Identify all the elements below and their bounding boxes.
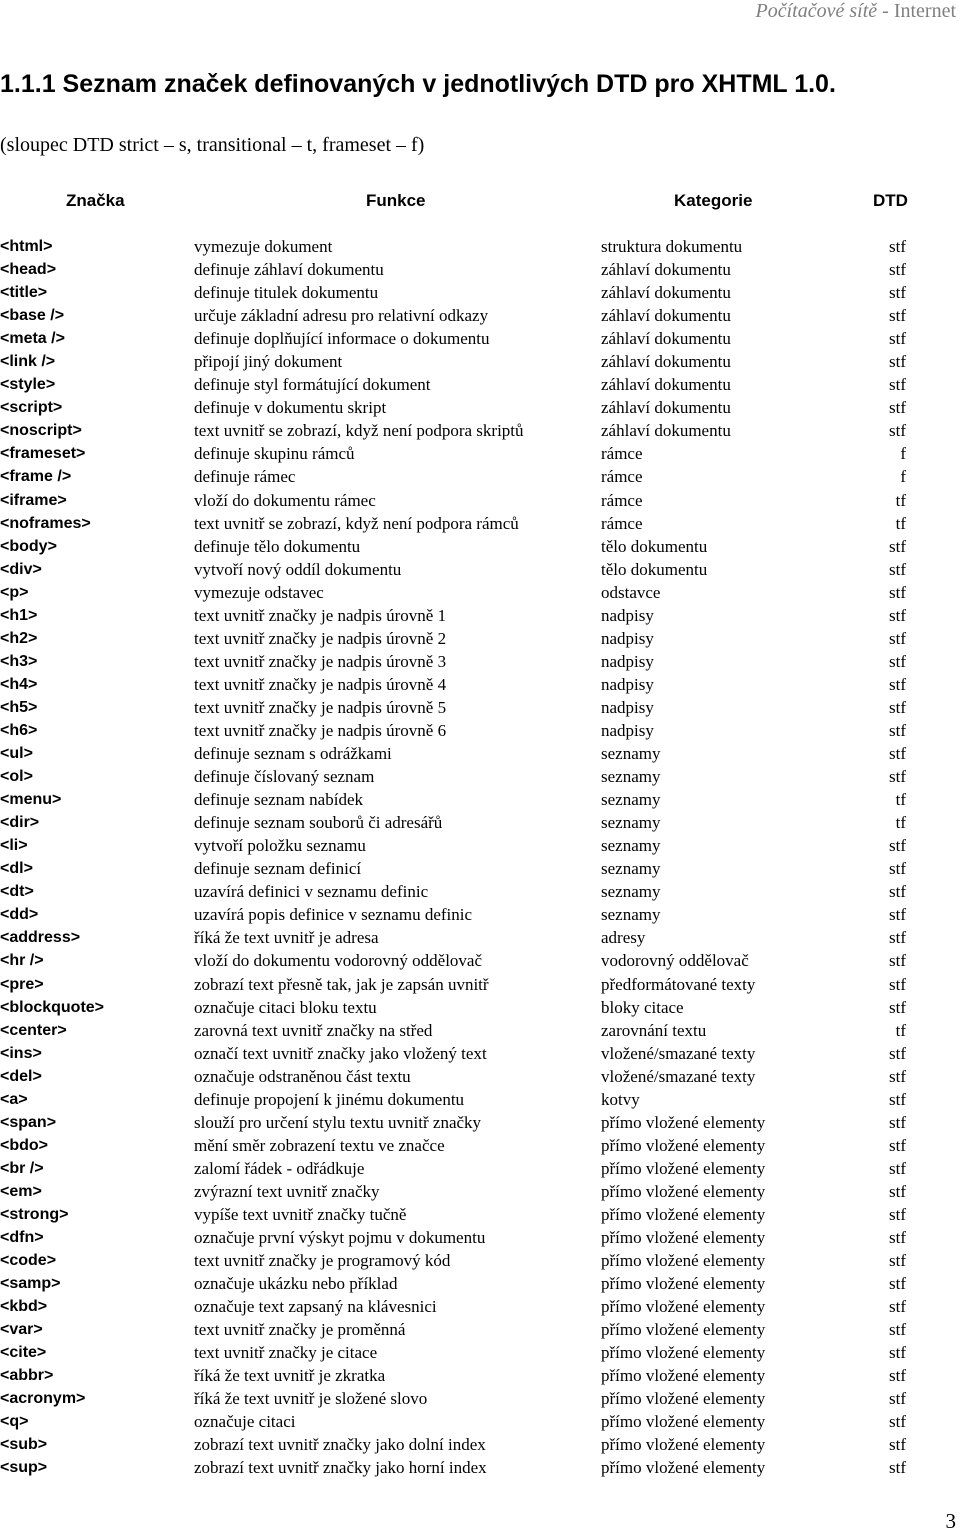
cell-tag: <head>	[0, 261, 57, 279]
cell-category: záhlaví dokumentu	[601, 421, 731, 441]
cell-category: tělo dokumentu	[601, 559, 708, 579]
cell-dtd: tf	[895, 490, 906, 510]
cell-tag: <dfn>	[0, 1229, 44, 1247]
cell-dtd: tf	[895, 790, 906, 810]
cell-dtd: stf	[889, 375, 906, 395]
cell-tag: <pre>	[0, 975, 44, 993]
cell-dtd: stf	[889, 1389, 906, 1409]
cell-dtd: stf	[889, 1435, 906, 1455]
cell-function: zobrazí text přesně tak, jak je zapsán uvnitř	[194, 974, 489, 994]
cell-function: text uvnitř značky je citace	[194, 1343, 378, 1363]
cell-category: bloky citace	[601, 997, 684, 1017]
cell-function: definuje seznam nabídek	[194, 790, 363, 810]
cell-dtd: stf	[889, 582, 906, 602]
cell-function: zalomí řádek - odřádkuje	[194, 1158, 365, 1178]
cell-function: říká že text uvnitř je složené slovo	[194, 1389, 428, 1409]
cell-category: seznamy	[601, 813, 661, 833]
table-row	[0, 558, 960, 581]
header-section: Internet	[893, 0, 956, 22]
cell-function: zobrazí text uvnitř značky jako dolní index	[194, 1435, 486, 1455]
table-row	[0, 949, 960, 972]
table-row	[0, 512, 960, 535]
cell-tag: <q>	[0, 1413, 29, 1431]
cell-tag: <h5>	[0, 698, 38, 716]
cell-function: říká že text uvnitř je adresa	[194, 928, 379, 948]
table-row	[0, 857, 960, 880]
cell-function: vymezuje odstavec	[194, 582, 324, 602]
cell-category: přímo vložené elementy	[601, 1112, 766, 1132]
cell-tag: <base />	[0, 307, 65, 325]
cell-function: definuje titulek dokumentu	[194, 283, 379, 303]
cell-tag: <h1>	[0, 606, 38, 624]
cell-category: přímo vložené elementy	[601, 1228, 766, 1248]
cell-tag: <sub>	[0, 1436, 48, 1454]
cell-tag: <a>	[0, 1090, 28, 1108]
cell-function: text uvnitř značky je proměnná	[194, 1320, 406, 1340]
table-row	[0, 1203, 960, 1226]
cell-function: definuje styl formátující dokument	[194, 375, 431, 395]
cell-dtd: stf	[889, 1158, 906, 1178]
cell-dtd: f	[900, 444, 906, 464]
cell-function: definuje seznam s odrážkami	[194, 744, 392, 764]
cell-tag: <blockquote>	[0, 998, 105, 1016]
cell-dtd: stf	[889, 536, 906, 556]
table-row	[0, 1387, 960, 1410]
cell-dtd: stf	[889, 1320, 906, 1340]
cell-category: přímo vložené elementy	[601, 1366, 766, 1386]
cell-category: přímo vložené elementy	[601, 1435, 766, 1455]
table-row	[0, 1157, 960, 1180]
cell-category: záhlaví dokumentu	[601, 283, 731, 303]
cell-dtd: stf	[889, 1181, 906, 1201]
cell-dtd: stf	[889, 605, 906, 625]
cell-category: záhlaví dokumentu	[601, 329, 731, 349]
cell-tag: <samp>	[0, 1275, 61, 1293]
cell-dtd: stf	[889, 951, 906, 971]
cell-tag: <body>	[0, 537, 57, 555]
cell-tag: <kbd>	[0, 1298, 48, 1316]
cell-tag: <style>	[0, 376, 56, 394]
cell-category: vodorovný oddělovač	[601, 951, 749, 971]
cell-category: záhlaví dokumentu	[601, 260, 731, 280]
cell-function: uzavírá popis definice v seznamu definic	[194, 905, 473, 925]
table-row	[0, 627, 960, 650]
cell-function: definuje seznam definicí	[194, 859, 362, 879]
cell-function: zobrazí text uvnitř značky jako horní index	[194, 1458, 487, 1478]
table-row	[0, 281, 960, 304]
cell-tag: <h3>	[0, 652, 38, 670]
cell-category: tělo dokumentu	[601, 536, 708, 556]
cell-tag: <dd>	[0, 906, 39, 924]
cell-tag: <title>	[0, 284, 48, 302]
cell-function: text uvnitř značky je nadpis úrovně 3	[194, 651, 447, 671]
cell-category: seznamy	[601, 744, 661, 764]
cell-category: záhlaví dokumentu	[601, 375, 731, 395]
cell-tag: <bdo>	[0, 1136, 49, 1154]
cell-dtd: stf	[889, 283, 906, 303]
cell-dtd: stf	[889, 1458, 906, 1478]
cell-tag: <sup>	[0, 1459, 48, 1477]
cell-tag: <ul>	[0, 745, 33, 763]
cell-dtd: tf	[895, 813, 906, 833]
cell-function: vloží do dokumentu rámec	[194, 490, 376, 510]
table-row	[0, 350, 960, 373]
cell-function: zarovná text uvnitř značky na střed	[194, 1020, 433, 1040]
table-row	[0, 903, 960, 926]
cell-dtd: stf	[889, 260, 906, 280]
cell-function: text uvnitř značky je nadpis úrovně 2	[194, 628, 447, 648]
cell-function: vymezuje dokument	[194, 237, 333, 256]
cell-dtd: stf	[889, 559, 906, 579]
table-row	[0, 1364, 960, 1387]
table-row	[0, 696, 960, 719]
cell-category: seznamy	[601, 905, 661, 925]
cell-dtd: tf	[895, 513, 906, 533]
cell-category: nadpisy	[601, 674, 654, 694]
table-row	[0, 1019, 960, 1042]
column-header-tag: Značka	[66, 191, 125, 210]
cell-category: struktura dokumentu	[601, 237, 743, 256]
cell-tag: <script>	[0, 399, 63, 417]
cell-function: definuje doplňující informace o dokumentu	[194, 329, 490, 349]
table-row	[0, 396, 960, 419]
cell-category: nadpisy	[601, 720, 654, 740]
cell-tag: <dir>	[0, 814, 40, 832]
cell-tag: <div>	[0, 560, 42, 578]
table-row	[0, 327, 960, 350]
cell-dtd: stf	[889, 882, 906, 902]
cell-category: přímo vložené elementy	[601, 1320, 766, 1340]
cell-function: definuje v dokumentu skript	[194, 398, 387, 418]
cell-category: přímo vložené elementy	[601, 1458, 766, 1478]
cell-function: určuje základní adresu pro relativní odkazy	[194, 306, 489, 326]
cell-tag: <br />	[0, 1159, 44, 1177]
column-header-function: Funkce	[366, 191, 426, 210]
cell-dtd: stf	[889, 836, 906, 856]
cell-dtd: stf	[889, 398, 906, 418]
cell-function: označuje ukázku nebo příklad	[194, 1274, 398, 1294]
cell-dtd: stf	[889, 1343, 906, 1363]
cell-function: zvýrazní text uvnitř značky	[194, 1181, 380, 1201]
table-row	[0, 742, 960, 765]
cell-category: přímo vložené elementy	[601, 1135, 766, 1155]
cell-dtd: stf	[889, 628, 906, 648]
cell-function: vloží do dokumentu vodorovný oddělovač	[194, 951, 483, 971]
header-topic: Počítačové sítě	[755, 0, 878, 22]
cell-tag: <center>	[0, 1021, 67, 1039]
cell-category: odstavce	[601, 582, 661, 602]
cell-dtd: stf	[889, 859, 906, 879]
cell-category: přímo vložené elementy	[601, 1158, 766, 1178]
table-row	[0, 1134, 960, 1157]
cell-category: seznamy	[601, 767, 661, 787]
table-row	[0, 1180, 960, 1203]
table-row	[0, 1410, 960, 1433]
cell-function: označuje odstraněnou část textu	[194, 1066, 411, 1086]
cell-tag: <ol>	[0, 768, 33, 786]
table-row	[0, 1272, 960, 1295]
cell-dtd: stf	[889, 1251, 906, 1271]
tag-table-body	[0, 235, 960, 1480]
cell-category: přímo vložené elementy	[601, 1274, 766, 1294]
cell-tag: <meta />	[0, 330, 65, 348]
table-row	[0, 973, 960, 996]
table-row	[0, 1456, 960, 1479]
cell-tag: <code>	[0, 1252, 57, 1270]
cell-tag: <p>	[0, 583, 29, 601]
table-row	[0, 996, 960, 1019]
cell-category: rámce	[601, 444, 643, 464]
cell-category: kotvy	[601, 1089, 640, 1109]
table-row	[0, 926, 960, 949]
table-row	[0, 535, 960, 558]
cell-tag: <address>	[0, 929, 81, 947]
cell-category: nadpisy	[601, 651, 654, 671]
table-row	[0, 1318, 960, 1341]
table-row	[0, 1042, 960, 1065]
table-row	[0, 235, 960, 258]
section-subtitle: (sloupec DTD strict – s, transitional – t, frameset – f)	[0, 134, 425, 156]
cell-tag: <noscript>	[0, 422, 82, 440]
cell-tag: <h6>	[0, 721, 38, 739]
table-row	[0, 1433, 960, 1456]
cell-function: vytvoří položku seznamu	[194, 836, 366, 856]
cell-dtd: stf	[889, 651, 906, 671]
cell-category: rámce	[601, 513, 643, 533]
table-row	[0, 1088, 960, 1111]
cell-function: označí text uvnitř značky jako vložený text	[194, 1043, 487, 1063]
cell-tag: <noframes>	[0, 514, 91, 532]
cell-category: vložené/smazané texty	[601, 1066, 756, 1086]
cell-tag: <html>	[0, 238, 53, 255]
section-title: 1.1.1 Seznam značek definovaných v jednotlivých DTD pro XHTML 1.0.	[0, 70, 836, 98]
header-separator: -	[877, 0, 894, 22]
table-header	[0, 188, 960, 216]
cell-category: nadpisy	[601, 697, 654, 717]
cell-function: definuje záhlaví dokumentu	[194, 260, 384, 280]
cell-category: záhlaví dokumentu	[601, 306, 731, 326]
cell-dtd: stf	[889, 1112, 906, 1132]
cell-category: přímo vložené elementy	[601, 1251, 766, 1271]
cell-dtd: stf	[889, 974, 906, 994]
cell-tag: <frame />	[0, 468, 72, 486]
cell-function: definuje skupinu rámců	[194, 444, 355, 464]
table-row	[0, 419, 960, 442]
cell-tag: <dt>	[0, 883, 34, 901]
table-row	[0, 765, 960, 788]
cell-function: text uvnitř značky je programový kód	[194, 1251, 451, 1271]
table-row	[0, 1111, 960, 1134]
cell-dtd: stf	[889, 767, 906, 787]
cell-category: nadpisy	[601, 628, 654, 648]
cell-function: text uvnitř značky je nadpis úrovně 6	[194, 720, 447, 740]
cell-tag: <ins>	[0, 1044, 42, 1062]
cell-dtd: stf	[889, 1274, 906, 1294]
table-row	[0, 880, 960, 903]
cell-dtd: stf	[889, 1135, 906, 1155]
cell-dtd: stf	[889, 421, 906, 441]
table-row	[0, 1249, 960, 1272]
cell-function: text uvnitř se zobrazí, když není podpora skriptů	[194, 421, 524, 441]
cell-dtd: stf	[889, 1043, 906, 1063]
cell-function: definuje rámec	[194, 467, 296, 487]
cell-function: označuje citaci bloku textu	[194, 997, 377, 1017]
cell-dtd: stf	[889, 306, 906, 326]
cell-category: adresy	[601, 928, 646, 948]
table-row	[0, 1341, 960, 1364]
cell-dtd: stf	[889, 928, 906, 948]
cell-tag: <dl>	[0, 860, 33, 878]
cell-tag: <frameset>	[0, 445, 86, 463]
table-row	[0, 1295, 960, 1318]
cell-tag: <acronym>	[0, 1390, 86, 1408]
table-row	[0, 465, 960, 488]
table-row	[0, 673, 960, 696]
cell-function: text uvnitř se zobrazí, když není podpora rámců	[194, 513, 519, 533]
cell-function: definuje propojení k jinému dokumentu	[194, 1089, 465, 1109]
cell-category: přímo vložené elementy	[601, 1204, 766, 1224]
table-row	[0, 1226, 960, 1249]
cell-category: seznamy	[601, 859, 661, 879]
cell-function: připojí jiný dokument	[194, 352, 343, 372]
cell-function: text uvnitř značky je nadpis úrovně 4	[194, 674, 447, 694]
running-header	[756, 0, 956, 23]
cell-dtd: stf	[889, 1204, 906, 1224]
cell-dtd: stf	[889, 329, 906, 349]
cell-function: definuje tělo dokumentu	[194, 536, 361, 556]
cell-dtd: stf	[889, 720, 906, 740]
cell-dtd: stf	[889, 674, 906, 694]
cell-tag: <menu>	[0, 791, 62, 809]
cell-function: označuje citaci	[194, 1412, 296, 1432]
table-row	[0, 258, 960, 281]
cell-tag: <del>	[0, 1067, 42, 1085]
cell-function: text uvnitř značky je nadpis úrovně 5	[194, 697, 447, 717]
cell-function: definuje číslovaný seznam	[194, 767, 375, 787]
cell-function: označuje první výskyt pojmu v dokumentu	[194, 1228, 486, 1248]
column-header-category: Kategorie	[674, 191, 753, 210]
cell-category: nadpisy	[601, 605, 654, 625]
cell-tag: <h4>	[0, 675, 38, 693]
cell-dtd: stf	[889, 744, 906, 764]
cell-tag: <li>	[0, 837, 28, 855]
cell-dtd: stf	[889, 352, 906, 372]
table-row	[0, 650, 960, 673]
cell-category: seznamy	[601, 882, 661, 902]
cell-function: vytvoří nový oddíl dokumentu	[194, 559, 402, 579]
cell-dtd: stf	[889, 1297, 906, 1317]
cell-category: přímo vložené elementy	[601, 1412, 766, 1432]
cell-function: uzavírá definici v seznamu definic	[194, 882, 429, 902]
cell-tag: <abbr>	[0, 1367, 54, 1385]
cell-tag: <hr />	[0, 952, 44, 970]
table-row	[0, 834, 960, 857]
cell-dtd: stf	[889, 905, 906, 925]
cell-dtd: stf	[889, 1366, 906, 1386]
cell-category: rámce	[601, 467, 643, 487]
cell-tag: <span>	[0, 1113, 57, 1131]
cell-category: seznamy	[601, 836, 661, 856]
table-row	[0, 442, 960, 465]
cell-function: definuje seznam souborů či adresářů	[194, 813, 443, 833]
column-header-dtd: DTD	[873, 191, 908, 210]
cell-tag: <h2>	[0, 629, 38, 647]
cell-dtd: tf	[895, 1020, 906, 1040]
cell-tag: <link />	[0, 353, 56, 371]
cell-function: text uvnitř značky je nadpis úrovně 1	[194, 605, 447, 625]
cell-function: mění směr zobrazení textu ve značce	[194, 1135, 445, 1155]
cell-category: přímo vložené elementy	[601, 1297, 766, 1317]
cell-dtd: stf	[889, 237, 906, 256]
cell-tag: <em>	[0, 1182, 42, 1200]
table-row	[0, 604, 960, 627]
table-row	[0, 1065, 960, 1088]
cell-category: předformátované texty	[601, 974, 756, 994]
cell-function: slouží pro určení stylu textu uvnitř značky	[194, 1112, 482, 1132]
cell-tag: <var>	[0, 1321, 43, 1339]
cell-function: říká že text uvnitř je zkratka	[194, 1366, 386, 1386]
cell-category: seznamy	[601, 790, 661, 810]
cell-category: přímo vložené elementy	[601, 1389, 766, 1409]
cell-dtd: f	[900, 467, 906, 487]
table-row	[0, 788, 960, 811]
cell-dtd: stf	[889, 1066, 906, 1086]
cell-dtd: stf	[889, 697, 906, 717]
table-row	[0, 489, 960, 512]
table-row	[0, 719, 960, 742]
table-row	[0, 373, 960, 396]
page-number: 3	[945, 1509, 956, 1533]
cell-tag: <strong>	[0, 1205, 69, 1223]
cell-dtd: stf	[889, 1089, 906, 1109]
cell-category: přímo vložené elementy	[601, 1343, 766, 1363]
cell-tag: <iframe>	[0, 491, 67, 509]
cell-dtd: stf	[889, 997, 906, 1017]
cell-category: rámce	[601, 490, 643, 510]
cell-category: zarovnání textu	[601, 1020, 707, 1040]
cell-category: vložené/smazané texty	[601, 1043, 756, 1063]
cell-category: přímo vložené elementy	[601, 1181, 766, 1201]
cell-function: vypíše text uvnitř značky tučně	[194, 1204, 407, 1224]
cell-category: záhlaví dokumentu	[601, 398, 731, 418]
cell-tag: <cite>	[0, 1344, 47, 1362]
cell-dtd: stf	[889, 1412, 906, 1432]
cell-category: záhlaví dokumentu	[601, 352, 731, 372]
cell-function: označuje text zapsaný na klávesnici	[194, 1297, 437, 1317]
cell-dtd: stf	[889, 1228, 906, 1248]
table-row	[0, 304, 960, 327]
table-row	[0, 811, 960, 834]
table-row	[0, 581, 960, 604]
